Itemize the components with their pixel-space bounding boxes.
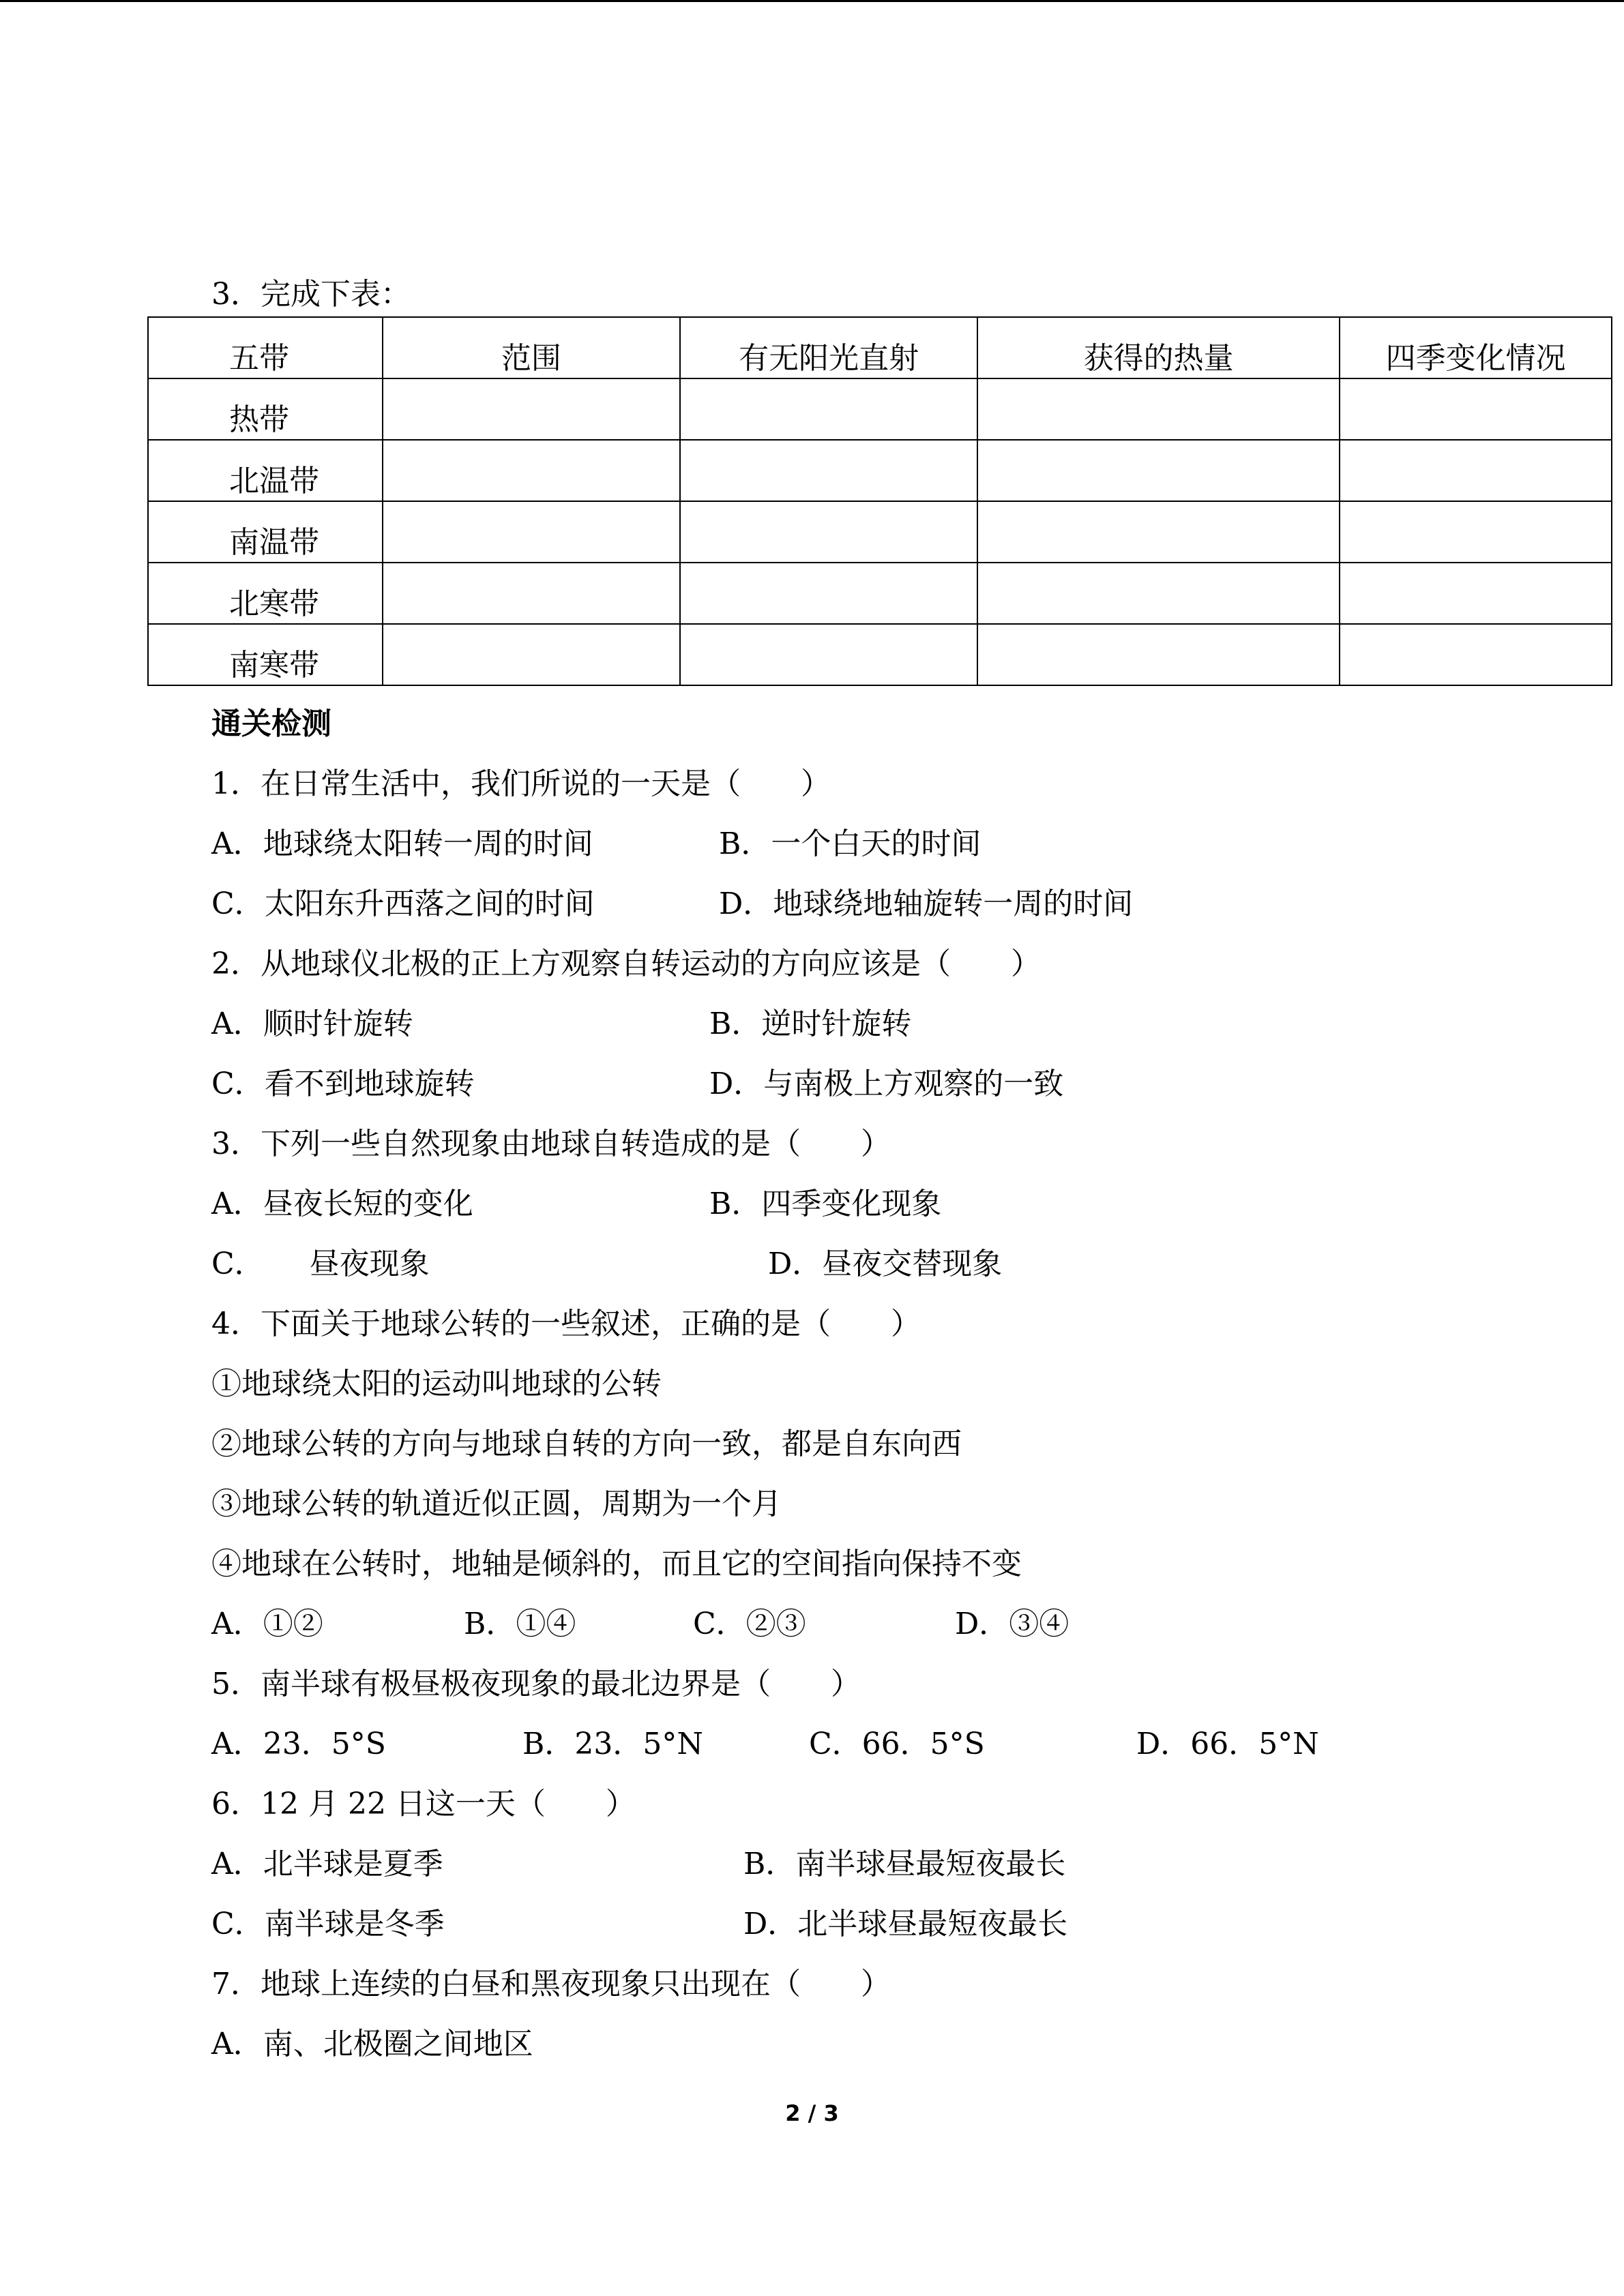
option-d[interactable]: D．北半球昼最短夜最长	[743, 1907, 1068, 1941]
top-border	[0, 0, 1624, 2]
option-a[interactable]: A．地球绕太阳转一周的时间	[211, 826, 593, 861]
header-zone: 五带	[148, 317, 383, 378]
option-d[interactable]: D．地球绕地轴旋转一周的时间	[719, 886, 1134, 921]
header-range: 范围	[383, 317, 680, 378]
page-number: 2 / 3	[785, 2100, 839, 2126]
statement: ④地球在公转时，地轴是倾斜的，而且它的空间指向保持不变	[211, 1547, 1022, 1581]
empty-cell[interactable]	[383, 501, 680, 563]
table-header-row	[148, 317, 1612, 378]
empty-cell[interactable]	[1340, 501, 1612, 563]
row-label: 南寒带	[148, 624, 383, 685]
table-row	[148, 563, 1612, 624]
empty-cell[interactable]	[1340, 563, 1612, 624]
empty-cell[interactable]	[977, 624, 1340, 685]
option-d[interactable]: D．③④	[955, 1607, 1069, 1641]
empty-cell[interactable]	[1340, 378, 1612, 440]
empty-cell[interactable]	[1340, 440, 1612, 501]
option-b[interactable]: B．逆时针旋转	[709, 1007, 912, 1041]
table-row	[148, 624, 1612, 685]
q3-intro: 3．完成下表：	[211, 277, 411, 312]
empty-cell[interactable]	[977, 378, 1340, 440]
option-a[interactable]: A．23．5°S	[211, 1727, 386, 1761]
empty-cell[interactable]	[680, 624, 977, 685]
empty-cell[interactable]	[383, 440, 680, 501]
table-row	[148, 501, 1612, 563]
empty-cell[interactable]	[680, 440, 977, 501]
row-label: 北寒带	[148, 563, 383, 624]
header-heat: 获得的热量	[977, 317, 1340, 378]
row-label: 北温带	[148, 440, 383, 501]
question-stem: 1．在日常生活中，我们所说的一天是（ ）	[211, 766, 831, 801]
option-c[interactable]: C．看不到地球旋转	[211, 1067, 475, 1101]
empty-cell[interactable]	[383, 378, 680, 440]
option-b[interactable]: B．23．5°N	[522, 1727, 703, 1761]
statement: ①地球绕太阳的运动叫地球的公转	[211, 1367, 662, 1401]
option-a[interactable]: A．北半球是夏季	[211, 1847, 443, 1881]
question-stem: 5．南半球有极昼极夜现象的最北边界是（ ）	[211, 1667, 861, 1701]
empty-cell[interactable]	[383, 624, 680, 685]
option-d[interactable]: D．66．5°N	[1136, 1727, 1319, 1761]
option-b[interactable]: B．一个白天的时间	[719, 826, 981, 861]
option-b[interactable]: B．①④	[464, 1607, 576, 1641]
option-c[interactable]: C．南半球是冬季	[211, 1907, 445, 1941]
statement: ③地球公转的轨道近似正圆，周期为一个月	[211, 1487, 782, 1521]
option-c[interactable]: C．66．5°S	[809, 1727, 985, 1761]
question-stem: 3．下列一些自然现象由地球自转造成的是（ ）	[211, 1127, 891, 1161]
question-stem: 7．地球上连续的白昼和黑夜现象只出现在（ ）	[211, 1967, 891, 2001]
empty-cell[interactable]	[383, 563, 680, 624]
row-label: 南温带	[148, 501, 383, 563]
option-c[interactable]: C．②③	[693, 1607, 806, 1641]
row-label: 热带	[148, 378, 383, 440]
empty-cell[interactable]	[977, 440, 1340, 501]
header-direct-sun: 有无阳光直射	[680, 317, 977, 378]
empty-cell[interactable]	[1340, 624, 1612, 685]
header-seasons: 四季变化情况	[1340, 317, 1612, 378]
empty-cell[interactable]	[680, 501, 977, 563]
question-stem: 4．下面关于地球公转的一些叙述，正确的是（ ）	[211, 1307, 921, 1341]
table-row	[148, 378, 1612, 440]
option-d[interactable]: D．与南极上方观察的一致	[709, 1067, 1064, 1101]
option-c[interactable]: C．太阳东升西落之间的时间	[211, 886, 595, 921]
option-d[interactable]: D．昼夜交替现象	[768, 1247, 1003, 1281]
five-zones-table	[147, 316, 1612, 686]
empty-cell[interactable]	[977, 501, 1340, 563]
empty-cell[interactable]	[680, 563, 977, 624]
question-stem: 6．12 月 22 日这一天（ ）	[211, 1787, 636, 1821]
empty-cell[interactable]	[977, 563, 1340, 624]
option-b[interactable]: B．南半球昼最短夜最长	[743, 1847, 1066, 1881]
option-c[interactable]: C． 昼夜现象	[211, 1247, 430, 1281]
table-row	[148, 440, 1612, 501]
empty-cell[interactable]	[680, 378, 977, 440]
option-b[interactable]: B．四季变化现象	[709, 1187, 942, 1221]
statement: ②地球公转的方向与地球自转的方向一致，都是自东向西	[211, 1427, 962, 1461]
question-stem: 2．从地球仪北极的正上方观察自转运动的方向应该是（ ）	[211, 946, 1041, 981]
option-a[interactable]: A．①②	[211, 1607, 323, 1641]
section-title: 通关检测	[211, 706, 331, 741]
option-a[interactable]: A．南、北极圈之间地区	[211, 2027, 533, 2061]
option-a[interactable]: A．昼夜长短的变化	[211, 1187, 473, 1221]
option-a[interactable]: A．顺时针旋转	[211, 1007, 413, 1041]
